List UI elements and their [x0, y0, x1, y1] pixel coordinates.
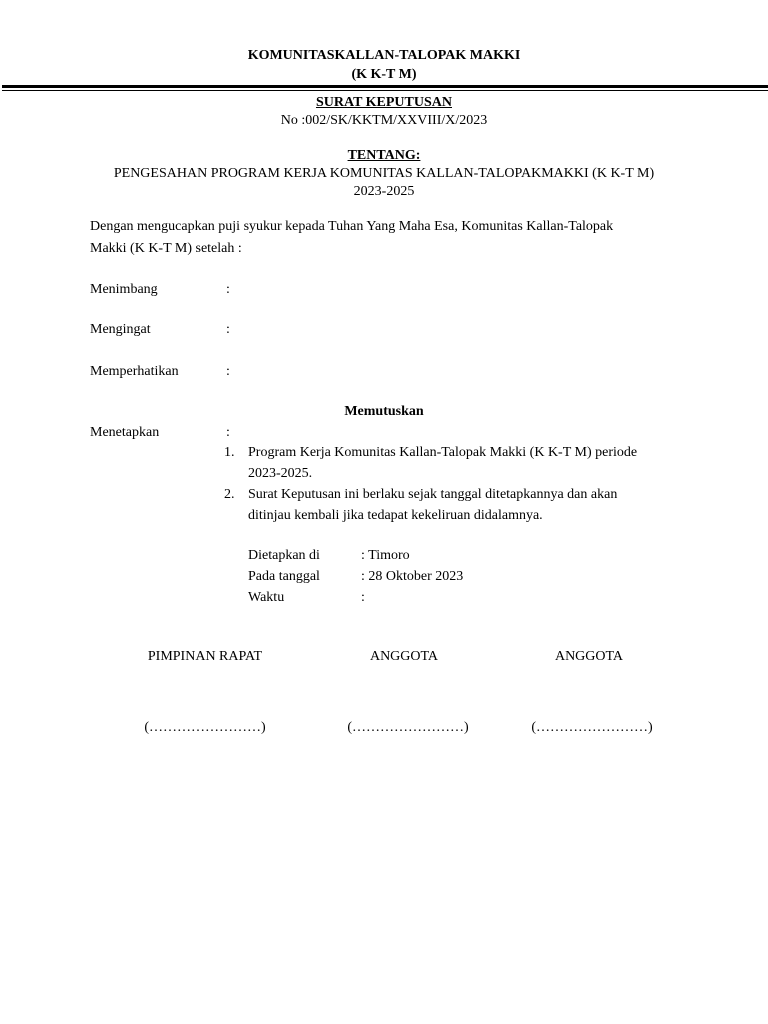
- intro-line-1: Dengan mengucapkan puji syukur kepada Tuhan Yang Maha Esa, Komunitas Kallan-Talopak: [90, 219, 614, 234]
- decision-heading: Memutuskan: [344, 404, 424, 419]
- decision-item-number: 1.: [224, 445, 235, 460]
- signature-role: ANGGOTA: [369, 649, 439, 664]
- consideration-label: Mengingat: [90, 322, 151, 337]
- signature-role: ANGGOTA: [554, 649, 624, 664]
- consideration-label: Memperhatikan: [90, 364, 179, 379]
- about-line-1: PENGESAHAN PROGRAM KERJA KOMUNITAS KALLAN-TALOPAKMAKKI (K K-T M): [113, 166, 655, 181]
- intro-line-2: Makki (K K-T M) setelah :: [90, 241, 242, 256]
- decision-item-number: 2.: [224, 487, 235, 502]
- decision-item-line: Surat Keputusan ini berlaku sejak tanggal ditetapkannya dan akan: [248, 487, 618, 502]
- decision-item-line: Program Kerja Komunitas Kallan-Talopak Makki (K K-T M) periode: [248, 445, 638, 460]
- decree-title: SURAT KEPUTUSAN: [315, 95, 452, 110]
- decision-item-line: ditinjau kembali jika tedapat kekeliruan didalamnya.: [248, 508, 543, 523]
- enactment-label: Pada tanggal: [248, 569, 320, 584]
- consideration-colon: :: [226, 322, 230, 337]
- consideration-colon: :: [226, 364, 230, 379]
- signature-role: PIMPINAN RAPAT: [147, 649, 263, 664]
- decision-colon: :: [226, 425, 230, 440]
- enactment-value: :: [361, 590, 365, 605]
- enactment-label: Dietapkan di: [248, 548, 320, 563]
- signature-line: (……………………): [144, 720, 266, 735]
- enactment-value: : 28 Oktober 2023: [361, 569, 464, 584]
- about-heading: TENTANG:: [347, 148, 421, 163]
- letterhead-rule-thick: [2, 85, 768, 88]
- org-abbr: (K K-T M): [351, 67, 417, 82]
- about-line-2: 2023-2025: [353, 184, 415, 199]
- enactment-label: Waktu: [248, 590, 285, 605]
- decision-item-line: 2023-2025.: [248, 466, 313, 481]
- enactment-value: : Timoro: [361, 548, 410, 563]
- org-name: KOMUNITASKALLAN-TALOPAK MAKKI: [247, 48, 521, 63]
- decree-number: No :002/SK/KKTM/XXVIII/X/2023: [280, 113, 488, 128]
- signature-line: (……………………): [531, 720, 653, 735]
- decision-label: Menetapkan: [90, 425, 160, 440]
- signature-line: (……………………): [347, 720, 469, 735]
- consideration-colon: :: [226, 282, 230, 297]
- letterhead-rule-thin: [2, 90, 768, 91]
- consideration-label: Menimbang: [90, 282, 158, 297]
